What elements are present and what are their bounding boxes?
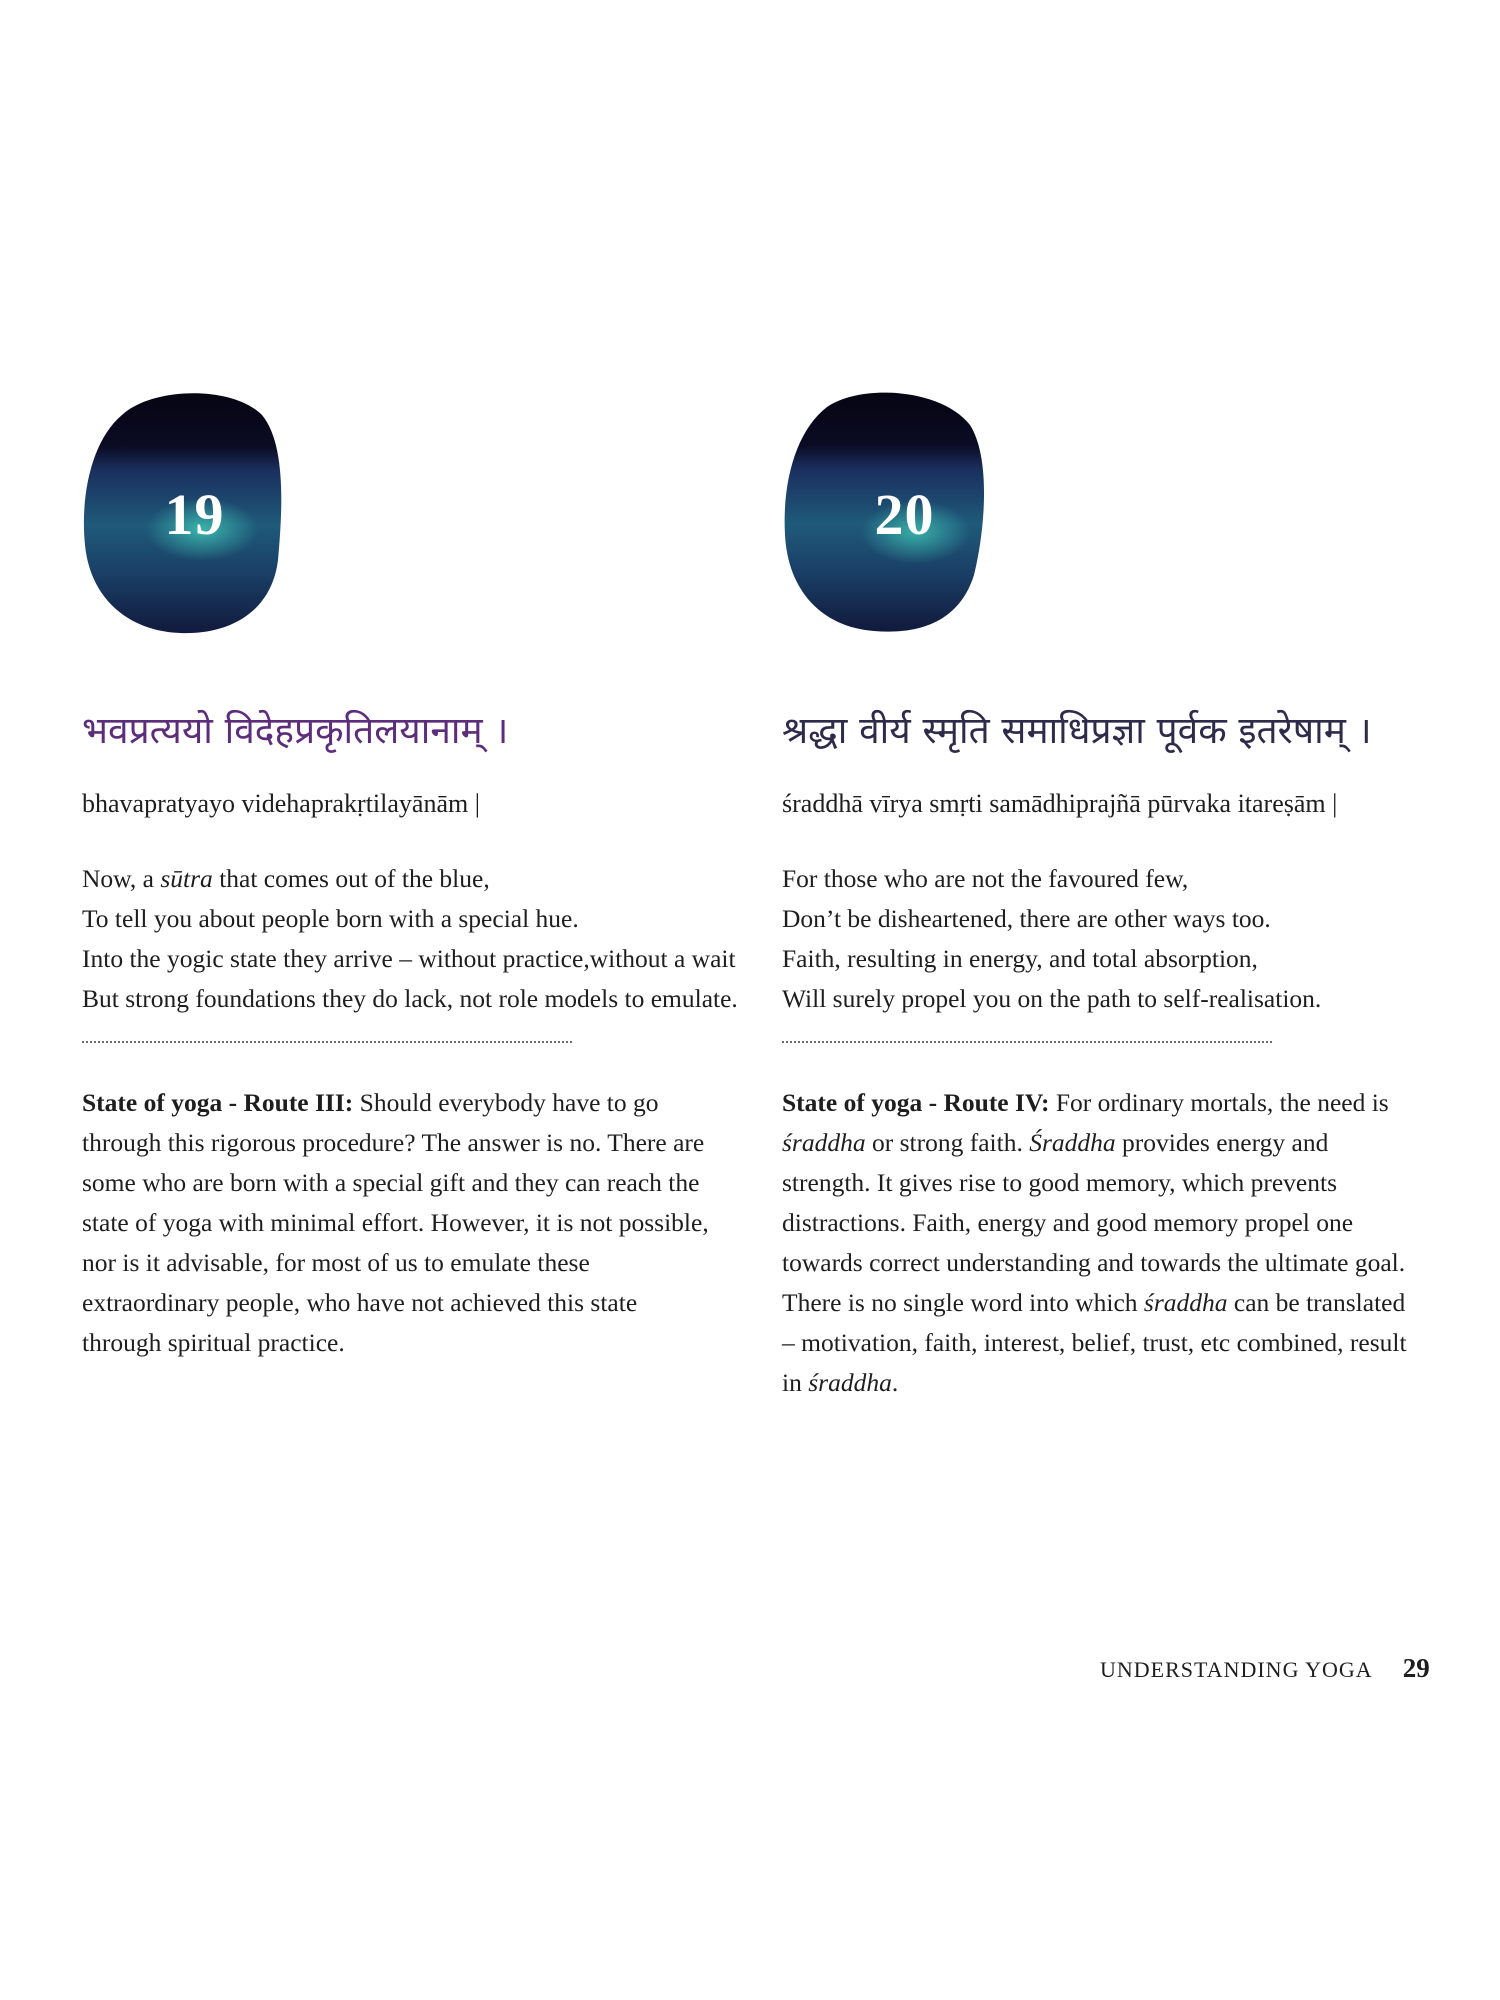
poem-line: To tell you about people born with a special hue. (82, 904, 579, 933)
sutra-number-badge (82, 385, 287, 635)
poem-line: Now, a sūtra that comes out of the blue, (82, 864, 490, 893)
poem-line: But strong foundations they do lack, not role models to emulate. (82, 984, 738, 1013)
poem-line: Will surely propel you on the path to self-realisation. (782, 984, 1322, 1013)
dotted-divider (82, 1041, 572, 1043)
sanskrit-verse: भवप्रत्ययो विदेहप्रकृतिलयानाम् । (82, 709, 509, 752)
commentary-fragment: . (891, 1368, 899, 1397)
poem-verse (82, 859, 738, 1019)
commentary-fragment: For ordinary mortals, the need is (1049, 1088, 1389, 1117)
sanskrit-verse: श्रद्धा वीर्य स्मृति समाधिप्रज्ञा पूर्वक इतरेषाम् । (782, 709, 1372, 752)
commentary-paragraph (782, 1083, 1422, 1403)
commentary-fragment: or strong faith. (865, 1128, 1030, 1157)
sutra-number: 20 (874, 482, 935, 547)
page-number: 29 (1402, 1653, 1430, 1683)
italic-term: śraddha (1143, 1288, 1228, 1317)
poem-line: Faith, resulting in energy, and total absorption, (782, 944, 1258, 973)
sutra-number-badge (782, 385, 987, 635)
transliteration: bhavapratyayo videhaprakṛtilayānām | (82, 789, 480, 818)
poem-line: For those who are not the favoured few, (782, 864, 1189, 893)
sutra-20-column (782, 385, 1422, 1403)
sutra-19-column (82, 385, 738, 1363)
commentary-text (782, 1088, 1407, 1397)
commentary-fragment: provides energy and strength. It gives rise to good memory, which prevents distractions. Faith, energy and good memory propel one towards correct understanding and towards the ultimate goal. There is no single word into which (782, 1128, 1406, 1317)
italic-term: Śraddha (1029, 1128, 1116, 1157)
commentary-paragraph (82, 1083, 722, 1363)
poem-line: Don’t be disheartened, there are other ways too. (782, 904, 1271, 933)
dotted-divider (782, 1041, 1272, 1043)
commentary-text: Should everybody have to go through this rigorous procedure? The answer is no. There are some who are born with a special gift and they can reach the state of yoga with minimal effort. However, it is not possible, nor is it advisable, for most of us to emulate these extraordinary people, who have not achieved this state through spiritual practice. (82, 1088, 709, 1357)
italic-term: śraddha (782, 1128, 866, 1157)
commentary-label: State of yoga - Route IV: (782, 1088, 1050, 1117)
sutra-number: 19 (164, 482, 225, 547)
commentary-label: State of yoga - Route III: (82, 1088, 354, 1117)
italic-term: śraddha (808, 1368, 892, 1397)
running-head: UNDERSTANDING YOGA (1100, 1657, 1373, 1682)
poem-verse (782, 859, 1422, 1019)
page-footer (1100, 1653, 1440, 1684)
transliteration: śraddhā vīrya smṛti samādhiprajñā pūrvaka itareṣām | (782, 789, 1338, 818)
commentary-fragment: can be translated – motivation, faith, interest, belief, trust, etc combined, result in (782, 1288, 1407, 1397)
poem-line: Into the yogic state they arrive – without practice,without a wait (82, 944, 736, 973)
